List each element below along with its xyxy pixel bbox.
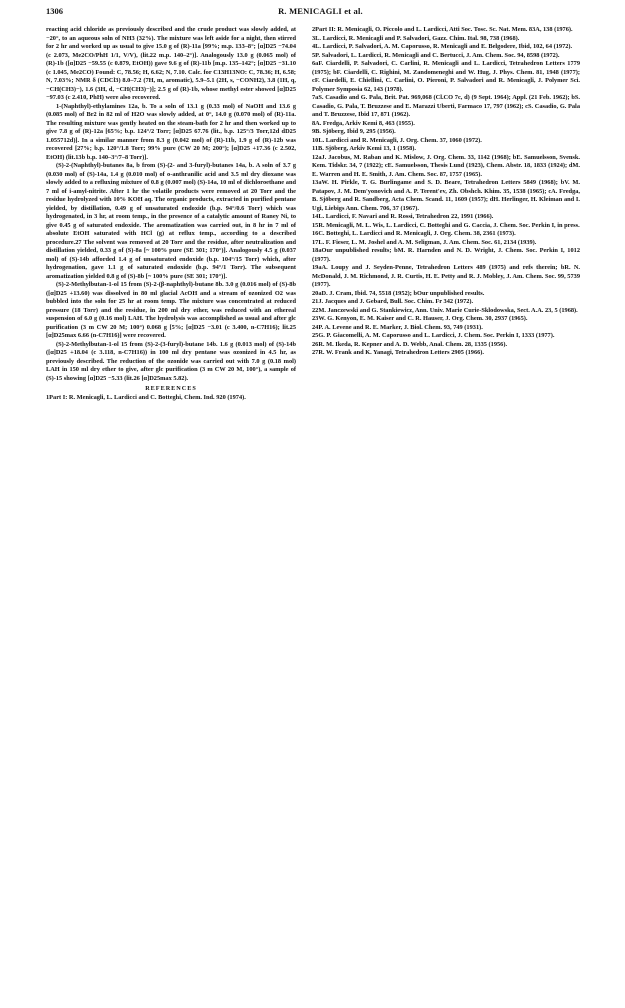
reference-entry: 8A. Fredga, Arkiv Kemi 8, 463 (1955). bbox=[312, 119, 415, 127]
experimental-paragraph: (S)-2-(Naphthyl)-butanes 8a, b from (S)-(2- and 3-furyl)-butanes 14a, b. A soln of 3.7 g (0.030 mol) of (S)-14a, 1.4 g (0.010 mol) of o-anthranilic acid and 3.5 ml dry dioxane was slowly added to a refluxing mixture of 0.8 g (0.007 mol) (S)-14a, 10 ml of dichloroethane and 7 ml of i-amyl-nitrite. After 1 hr the volatile products were removed at 20 Torr and the residue hydrolyzed with 10% KOH aq. The organic products, extracted in purified pentane yielded, by distillation, 0.49 g of unsaturated endoxide (b.p. 94°/0.6 Torr) which was hydrogenated, in 3 hr, at room temp., in the presence of a catalytic amount of Raney Ni, to give 0.45 g of saturated endoxide. The aromatization was carried out, in 8 hr in 7 ml of absolute EtOH saturated with HCl (g) at reflux temp., according to a described procedure.27 The solvent was removed at 20 Torr and the residue, after neutralization and distillation yielded, 0.33 g of (S)-8a [~ 100% pure (SE 301; 170°)]. Analogously 4.5 g (0.037 mol) of (S)-14b afforded 1.4 g of unsaturated endoxide (b.p. 104°/15 Torr) which, after hydrogenation, gave 1.1 g of saturated endoxide (b.p. 94°/1 Torr). The subsequent aromatization yielded 0.8 g of (S)-8b [~ 100% pure (SE 301; 170°)]. bbox=[46, 162, 296, 280]
reference-entry: 7aS. Casadio and G. Pala, Brit. Pat. 969,068 (Cl.CO 7c, d) (9 Sept. 1964); Appl. (21 Feb. 1962); bS. Casadio, G. Pala, T. Bruzzese and E. Marazzi Uberti, Farmaco 17, 797 (1962); cS. Casadio, G. Pala and T. Bruzzese, Ibid 17, 871 (1962). bbox=[312, 94, 580, 118]
right-column bbox=[312, 26, 580, 950]
reference-entry: 19aA. Loupy and J. Seyden-Penne, Tetrahedron Letters 489 (1975) and refs therein; bR. N. McDonald, J. M. Richmond, J. R. Curtis, H. E. Petty and R. J. Mobley, J. Am. Chem. Soc. 99, 5739 (1977). bbox=[312, 264, 580, 288]
reference-entry: 4L. Lardicci, P. Salvadori, A. M. Caporusso, R. Menicagli and E. Belgodere, Ibid, 102, 64 (1972). bbox=[312, 43, 573, 50]
reference-entry: 23W. G. Kenyon, E. M. Kaiser and C. R. Hauser, J. Org. Chem. 30, 2937 (1965). bbox=[312, 315, 528, 322]
reference-entry: 24P. A. Levene and R. E. Marker, J. Biol. Chem. 93, 749 (1931). bbox=[312, 323, 483, 331]
experimental-paragraph: 1-(Naphthyl)-ethylamines 12a, b. To a soln of 13.1 g (0.33 mol) of NaOH and 13.6 g (0.085 mol) of Br2 in 82 ml of H2O was slowly added, at 0°, 14.0 g (0.070 mol) of (R)-11a. The resulting mixture was gently heated on the steam-bath for 2 hr and then worked up to give 7.8 g of (R)-12a [65%; b.p. 124°/2 Torr; [α]D25 67.76 (lit., b.p. 125°/3 Torr,12d dD25 1.055712d)]. In a similar manner from 8.3 g (0.042 mol) of (R)-11b, 1.9 g of (R)-12b was recovered [27%; b.p. 120°/1.8 Torr; 99% pure (CW 20 M; 200°); [α]D25 +17.36 (c 2.502, EtOH) (lit.13b b.p. 140–3°/7–8 Torr)]. bbox=[46, 102, 296, 161]
running-head: R. MENICAGLI et al. bbox=[278, 6, 363, 16]
reference-entry: 18aOur unpublished results; bM. R. Harnden and N. D. Wright, J. Chem. Soc. Perkin I, 1012 (1977). bbox=[312, 247, 580, 263]
reference-entry: 27R. W. Frank and K. Yanagi, Tetrahedron Letters 2905 (1966). bbox=[312, 349, 484, 356]
reference-entry: 26R. M. Ikeda, R. Kepner and A. D. Webb, Anal. Chem. 28, 1335 (1956). bbox=[312, 340, 508, 348]
reference-entry: 2Part II: R. Menicagli, O. Piccolo and L. Lardicci, Atti Soc. Tosc. Sc. Nat. Mem. 83A, 138 (1976). bbox=[312, 26, 573, 33]
reference-entry: 20aD. J. Cram, Ibid. 74, 5518 (1952); bOur unpublished results. bbox=[312, 289, 485, 297]
reference-entry: 6aF. Ciardelli, P. Salvadori, C. Carlini, R. Menicagli and L. Lardicci, Tetrahedron Letters 1779 (1975); bF. Ciardelli, C. Righini, M. Zandomeneghi and W. Hug, J. Phys. Chem. 81, 1948 (1977); cF. Ciardelli, E. Chiellini, C. Carlini, O. Pieroni, P. Salvadori and R. Menicagli, J. Polymer Sci. Polymer Symposia 62, 143 (1978). bbox=[312, 60, 580, 93]
experimental-paragraph: (S)-2-Methylbutan-1-ol 15 from (S)-2-(β-naphthyl)-butane 8b. 3.0 g (0.016 mol) of (S)-8b ([α]D25 +13.60) was dissolved in 80 ml glacial AcOH and a stream of ozonized O2 was bubbled into the soln for 25 hr at room temp. The mixture was concentrated at reduced pressure (18 Torr) and the residue, in 200 ml dry ether, was reduced with an ethereal suspension of 6.0 g (0.16 mol) LAH. The hydrolysis was accomplished as usual and after glc purification (3 m CW 20 M; 100°) 0.068 g [5%; [α]D25 −3.01 (c 3.400, n-C7H16); lit.25 [α]D25max 6.66 (n-C7H16)] were recovered. bbox=[46, 281, 296, 339]
reference-entry: 22M. Janczewski and G. Stankiewicz, Ann. Univ. Marie Curie-Sklodowska, Sect. A.A. 23, 5 (1968). bbox=[312, 306, 578, 314]
reference-entry: 14L. Lardicci, F. Navari and R. Rossi, Tetrahedron 22, 1991 (1966). bbox=[312, 213, 494, 220]
reference-entry: 17L. F. Fieser, L. M. Joshel and A. M. Seligman, J. Am. Chem. Soc. 61, 2134 (1939). bbox=[312, 238, 537, 246]
reference-entry: 1Part I: R. Menicagli, L. Lardicci and C. Botteghi, Chem. Ind. 920 (1974). bbox=[46, 394, 246, 402]
reference-entry: 9B. Sjöberg, Ibid 9, 295 (1956). bbox=[312, 128, 396, 135]
references-heading: REFERENCES bbox=[145, 385, 197, 392]
page-number: 1306 bbox=[46, 6, 63, 16]
reference-entry: 10L. Lardicci and R. Menicagli, J. Org. Chem. 37, 1060 (1972). bbox=[312, 136, 482, 144]
reference-entry: 13aW. H. Pirkle, T. G. Burlingame and S. D. Beare, Tetrahedron Letters 5849 (1968); bV. M. Patapov, J. M. Dem'yonovich and A. P. Terent'ev, Zh. Obshch. Khim. 35, 1538 (1965); cA. Fredga, B. Sjöberg and R. Sandberg, Acta Chem. Scand. 11, 1609 (1957); dH. Herlinger, H. Kleiman and I. Ugi, Liebigs Ann. Chem. 706, 37 (1967). bbox=[312, 179, 580, 212]
left-column bbox=[46, 26, 296, 950]
reference-entry: 11B. Sjöberg, Arkiv Kemi 13, 1 (1958). bbox=[312, 145, 416, 152]
experimental-paragraph: reacting acid chloride as previously described and the crude product was slowly added, at −20°, to an aqueous soln of NH3 (32%). The mixture was left aside for a night, then stirred for 2 hr and worked up as usual to give 15.0 g of (R)-11a [99%; m.p. 133–8°; [α]D25 −74.04 (c 2.073, Me2CO/PhH 1/1, V/V), (lit.22 m.p. 140–2°)]. Analogously 13.0 g (0.065 mol) of (R)-1b ([α]D25 −59.55 (c 0.879, EtOH)) gave 9.6 g of (R)-11b [m.p. 135–142°; [α]D25 −31.10 (c 1.045, Me2CO) Found: C, 78.56; H, 6.62; N, 7.10. Calc. for C13H13NO: C, 78.36; H, 6.58; N, 7.03%; NMR δ (CDCl3) 8.0–7.2 (7H, m, aromatic), 5.9–5.1 (2H, s, −CONH2), 3.8 (1H, q, −CH(CH3)−), 1.6 (3H, d, −CH(CH3)−)]; 2.5 g of (R)-1b, whose methyl ester showed [α]D25 −97.03 (c 2.410, PhH) were also recovered. bbox=[46, 26, 296, 101]
reference-entry: 21J. Jacques and J. Gebard, Bull. Soc. Chim. Fr 342 (1972). bbox=[312, 298, 474, 305]
reference-entry: 12aJ. Jacobus, M. Raban and K. Mislow, J. Org. Chem. 33, 1142 (1968); bE. Samuelsson, Svensk. Kem. Tidskr. 34, 7 (1922); cE. Samuelsson, Thesis Lund (1923), Chem. Abstr. 18, 1833 (1924); dM. E. Warren and H. E. Smith, J. Am. Chem. Soc. 87, 1757 (1965). bbox=[312, 153, 580, 178]
reference-entry: 25G. P. Giacomelli, A. M. Caporusso and L. Lardicci, J. Chem. Soc. Perkin I, 1333 (1977). bbox=[312, 332, 555, 339]
reference-entry: 5P. Salvadori, L. Lardicci, R. Menicagli and C. Bertucci, J. Am. Chem. Soc. 94, 8598 (1972). bbox=[312, 51, 560, 59]
experimental-paragraph: (S)-2-Methylbutan-1-ol 15 from (S)-2-(3-furyl)-butane 14b. 1.6 g (0.013 mol) of (S)-14b ([α]D25 +18.04 (c 3.118, n-C7H16)) in 100 ml dry pentane was ozonized in 4.5 hr, as previously described. The reduction of the ozonide was carried out with 7.0 g (0.18 mol) LAH in 150 ml dry ether to give, after glc purification (3 m CW 20 M, 100°), a sample of (S)-15 showing [α]D25 −5.33 (lit.26 [α]D25max 5.82). bbox=[46, 340, 296, 382]
reference-entry: 3L. Lardicci, R. Menicagli and P. Salvadori, Gazz. Chim. Ital. 98, 738 (1968). bbox=[312, 34, 520, 42]
reference-entry: 16C. Botteghi, L. Lardicci and R. Menicagli, J. Org. Chem. 38, 2361 (1973). bbox=[312, 230, 516, 237]
reference-entry: 15R. Menicagli, M. L. Wis, L. Lardicci, C. Botteghi and G. Caccia, J. Chem. Soc. Perkin I, in press. bbox=[312, 221, 580, 229]
page-header bbox=[46, 6, 595, 22]
